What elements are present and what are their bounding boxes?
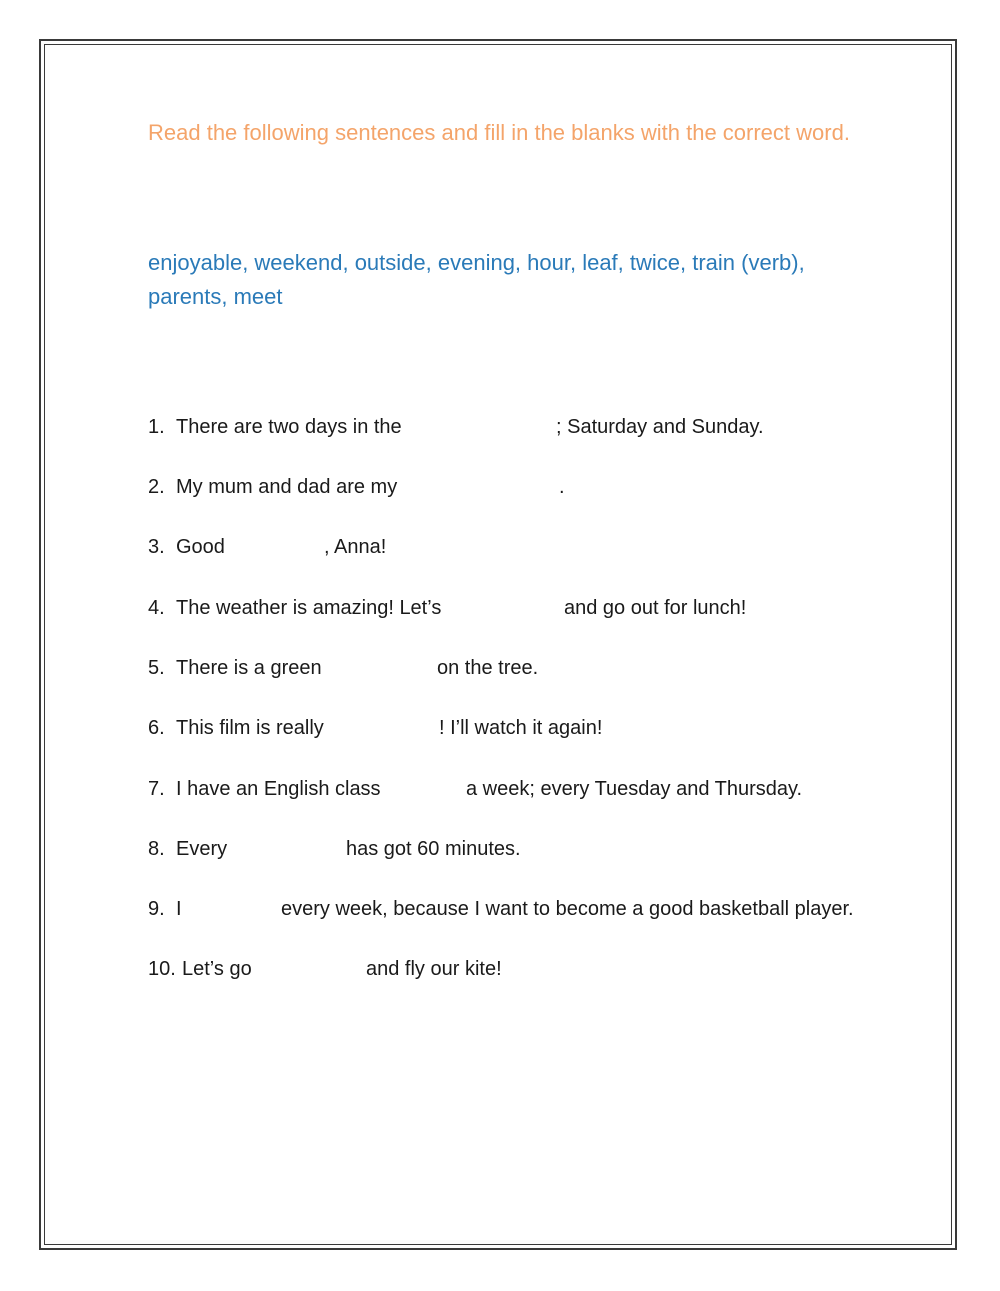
sentence-text-after: every week, because I want to become a good basketball player. <box>281 898 854 920</box>
sentence-text-before: My mum and dad are my <box>176 476 398 498</box>
sentence-9 <box>148 894 928 924</box>
sentence-text-before: I have an English class <box>176 778 381 800</box>
sentence-text-after: has got 60 minutes. <box>346 838 521 860</box>
sentence-text-after: , Anna! <box>324 536 387 558</box>
sentence-text-after: ; Saturday and Sunday. <box>556 416 764 438</box>
sentence-10 <box>148 954 928 984</box>
sentence-text-before: There are two days in the <box>176 416 402 438</box>
sentence-text-after: a week; every Tuesday and Thursday. <box>466 778 803 800</box>
sentence-text-before: Every <box>176 838 228 860</box>
sentence-number: 4. <box>148 597 165 619</box>
sentence-8 <box>148 834 928 864</box>
sentence-text-after: . <box>559 476 565 498</box>
sentence-number: 7. <box>148 778 165 800</box>
sentence-text-before: This film is really <box>176 717 324 739</box>
word-bank: enjoyable, weekend, outside, evening, hour, leaf, twice, train (verb), parents, meet <box>148 250 805 309</box>
sentence-4 <box>148 593 928 623</box>
sentence-text-after: and fly our kite! <box>366 958 502 980</box>
sentence-number: 2. <box>148 476 165 498</box>
sentence-number: 3. <box>148 536 165 558</box>
sentence-1 <box>148 412 928 442</box>
sentence-number: 6. <box>148 717 165 739</box>
page-border-inner <box>44 44 952 1245</box>
sentence-text-after: on the tree. <box>437 657 539 679</box>
sentence-text-before: The weather is amazing! Let’s <box>176 597 442 619</box>
sentence-number: 10. <box>148 958 176 980</box>
sentence-number: 9. <box>148 898 165 920</box>
sentence-text-before: There is a green <box>176 657 322 679</box>
sentence-text-after: ! I’ll watch it again! <box>439 717 603 739</box>
sentence-number: 1. <box>148 416 165 438</box>
sentence-text-before: Let’s go <box>182 958 252 980</box>
sentence-2 <box>148 472 928 502</box>
sentence-5 <box>148 653 928 683</box>
instructions-heading: Read the following sentences and fill in the blanks with the correct word. <box>148 120 850 145</box>
sentence-number: 8. <box>148 838 165 860</box>
sentence-7 <box>148 774 928 804</box>
sentence-6 <box>148 713 928 743</box>
sentence-text-after: and go out for lunch! <box>564 597 747 619</box>
sentence-text-before: Good <box>176 536 225 558</box>
sentence-3 <box>148 532 928 562</box>
sentence-text-before: I <box>176 898 182 920</box>
sentence-number: 5. <box>148 657 165 679</box>
